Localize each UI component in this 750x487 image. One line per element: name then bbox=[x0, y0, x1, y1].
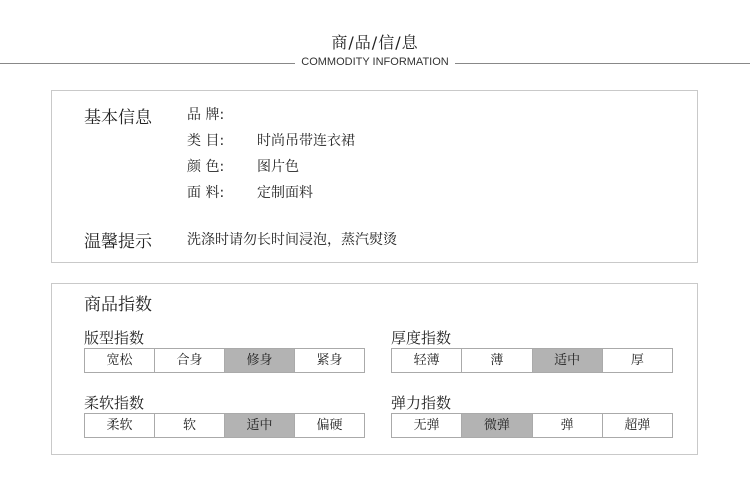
elasticity-option: 超弹 bbox=[602, 414, 672, 437]
tip-text: 洗涤时请勿长时间浸泡，蒸汽熨烫 bbox=[187, 232, 397, 248]
thickness-option-selected: 适中 bbox=[532, 349, 602, 372]
info-value: 时尚吊带连衣裙 bbox=[257, 133, 355, 149]
thickness-option: 轻薄 bbox=[413, 353, 440, 368]
elasticity-index-scale bbox=[391, 413, 673, 438]
elasticity-option: 弹 bbox=[532, 414, 602, 437]
info-label: 面 料: bbox=[187, 185, 225, 201]
info-row-fabric bbox=[187, 182, 313, 202]
thickness-index-label: 厚度指数 bbox=[391, 329, 452, 347]
thickness-index-scale bbox=[391, 348, 673, 373]
fit-index-label: 版型指数 bbox=[84, 329, 145, 347]
thickness-option: 薄 bbox=[461, 349, 531, 372]
fit-option: 合身 bbox=[154, 349, 224, 372]
softness-option: 软 bbox=[154, 414, 224, 437]
fit-option: 紧身 bbox=[294, 349, 364, 372]
header-title-cn: 商/品/信/息 bbox=[331, 33, 419, 52]
elasticity-index-label: 弹力指数 bbox=[391, 394, 452, 412]
info-label: 类 目: bbox=[187, 133, 225, 149]
softness-index-label: 柔软指数 bbox=[84, 394, 145, 412]
info-value: 定制面料 bbox=[257, 185, 313, 201]
softness-index-scale bbox=[84, 413, 365, 438]
tip-title: 温馨提示 bbox=[84, 232, 152, 252]
section-header bbox=[0, 0, 750, 80]
softness-option: 柔软 bbox=[106, 418, 133, 433]
info-row-category bbox=[187, 130, 355, 150]
softness-option-selected: 适中 bbox=[224, 414, 294, 437]
fit-option-selected: 修身 bbox=[224, 349, 294, 372]
product-index-title: 商品指数 bbox=[84, 295, 152, 315]
elasticity-option-selected: 微弹 bbox=[461, 414, 531, 437]
softness-option: 偏硬 bbox=[294, 414, 364, 437]
fit-option: 宽松 bbox=[106, 353, 133, 368]
thickness-option: 厚 bbox=[602, 349, 672, 372]
product-index-panel bbox=[51, 283, 698, 455]
info-label: 品 牌: bbox=[187, 107, 225, 123]
basic-info-panel bbox=[51, 90, 698, 263]
header-title-en bbox=[0, 56, 750, 68]
elasticity-option: 无弹 bbox=[413, 418, 440, 433]
header-title-en-text: COMMODITY INFORMATION bbox=[295, 56, 454, 68]
info-label: 颜 色: bbox=[187, 159, 225, 175]
fit-index-scale bbox=[84, 348, 365, 373]
basic-info-title: 基本信息 bbox=[84, 108, 152, 128]
info-value: 图片色 bbox=[257, 159, 299, 175]
info-row-color bbox=[187, 156, 299, 176]
info-row-brand bbox=[187, 104, 257, 124]
